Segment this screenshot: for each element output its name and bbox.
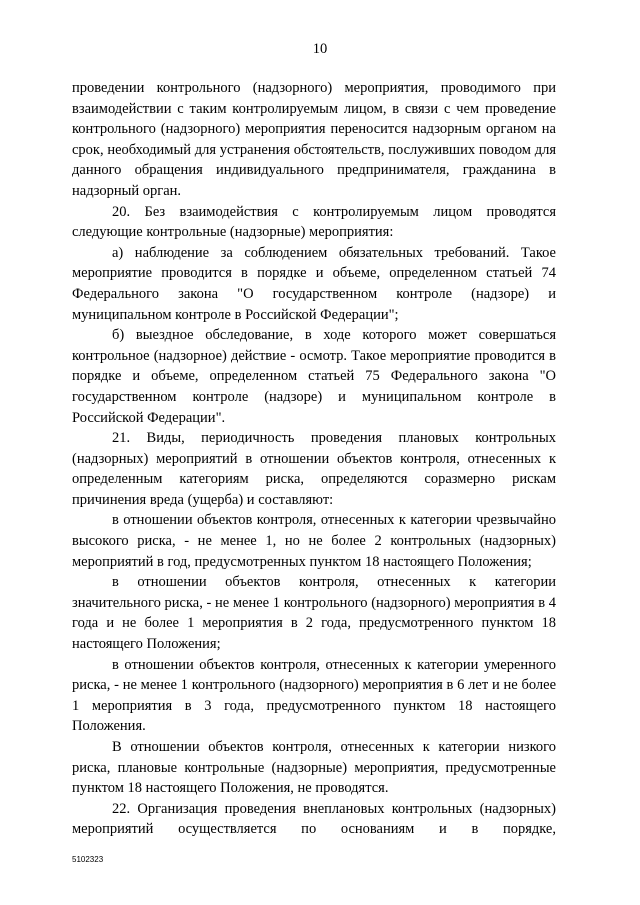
paragraph-subitem-a: а) наблюдение за соблюдением обязательных требований. Такое мероприятие проводится в порядке и объеме, определенном статьей 74 Федерального закона "О государственном контроле (надзоре) и муниципальном контроле в Российской Федерации"; xyxy=(72,244,556,323)
document-code: 5102323 xyxy=(72,855,104,864)
paragraph-item-22: 22. Организация проведения внеплановых контрольных (надзорных) мероприятий осуществляется по основаниям и в порядке, xyxy=(72,800,556,838)
paragraph-continuation: проведении контрольного (надзорного) мероприятия, проводимого при взаимодействии с таким контролируемым лицом, в связи с чем проведение контрольного (надзорного) мероприятия переносится надзорным органом на срок, необходимый для устранения обстоятельств, послуживших поводом для данного обращения индивидуального предпринимателя, гражданина в надзорный орган. xyxy=(72,80,556,199)
paragraph-low-risk: В отношении объектов контроля, отнесенных к категории низкого риска, плановые контрольные (надзорные) мероприятия, предусмотренные пунктом 18 настоящего Положения, не проводятся. xyxy=(72,739,556,797)
paragraph-significant-risk: в отношении объектов контроля, отнесенных к категории значительного риска, - не менее 1 контрольного (надзорного) мероприятия в 4 года и не более 1 мероприятия в 2 года, предусмотренного пунктом 18 настоящего Положения; xyxy=(72,574,556,653)
paragraph-item-20: 20. Без взаимодействия с контролируемым лицом проводятся следующие контрольные (надзорные) мероприятия: xyxy=(72,203,556,241)
document-body xyxy=(72,78,556,840)
paragraph-extremely-high-risk: в отношении объектов контроля, отнесенных к категории чрезвычайно высокого риска, - не менее 1, но не более 2 контрольных (надзорных) мероприятий в год, предусмотренных пунктом 18 настоящего Положения; xyxy=(72,512,556,570)
paragraph-moderate-risk: в отношении объектов контроля, отнесенных к категории умеренного риска, - не менее 1 контрольного (надзорного) мероприятия в 6 лет и не более 1 мероприятия в 3 года, предусмотренного пунктом 18 настоящего Положения. xyxy=(72,656,556,735)
paragraph-item-21: 21. Виды, периодичность проведения плановых контрольных (надзорных) мероприятий в отношении объектов контроля, отнесенных к определенным категориям риска, определяются соразмерно рискам причинения вреда (ущерба) и составляют: xyxy=(72,430,556,508)
page-number: 10 xyxy=(312,41,328,57)
paragraph-subitem-b: б) выездное обследование, в ходе которого может совершаться контрольное (надзорное) действие - осмотр. Такое мероприятие проводится в порядке и объеме, определенном статьей 75 Федерального закона "О государственном контроле (надзоре) и муниципальном контроле в Российской Федерации". xyxy=(72,327,556,426)
